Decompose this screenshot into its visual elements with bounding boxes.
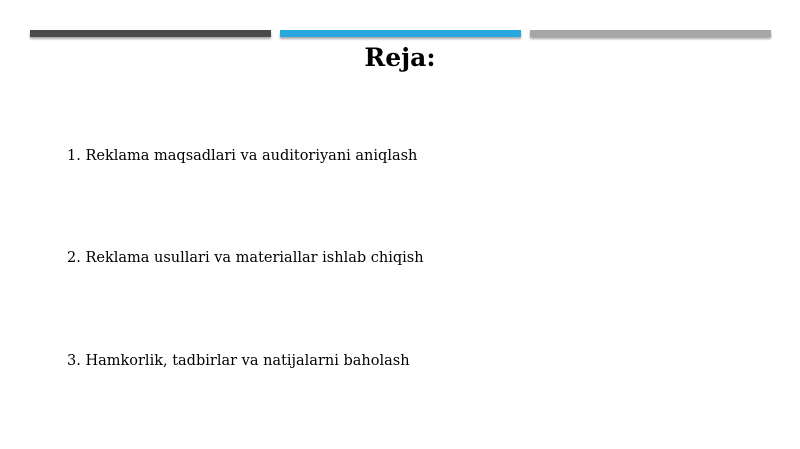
header-decoration-bars	[30, 30, 771, 38]
header-bar-dark	[30, 30, 271, 37]
plan-item-3: 3. Hamkorlik, tadbirlar va natijalarni baholash	[67, 353, 410, 369]
header-bar-gray	[530, 30, 771, 37]
plan-item-1: 1. Reklama maqsadlari va auditoriyani aniqlash	[67, 148, 418, 164]
slide-title: Reja:	[364, 43, 436, 72]
plan-item-2: 2. Reklama usullari va materiallar ishlab chiqish	[67, 250, 424, 266]
header-bar-blue	[280, 30, 521, 37]
